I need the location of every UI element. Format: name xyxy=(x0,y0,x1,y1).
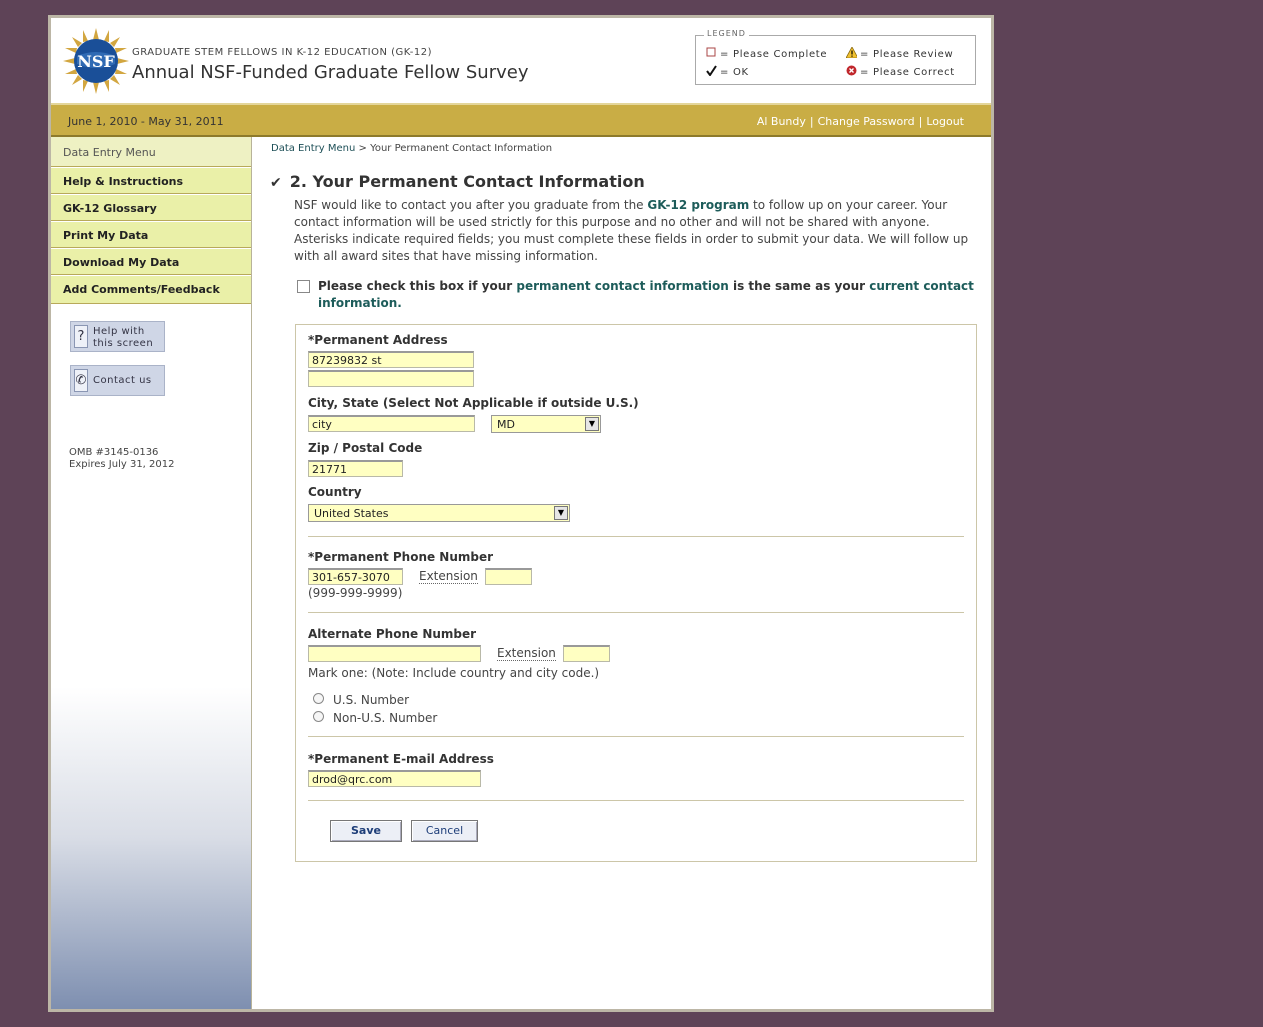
legend xyxy=(695,29,976,85)
non-us-number-radio[interactable] xyxy=(313,711,324,722)
legend-please-review-label: = Please Review xyxy=(860,49,954,60)
alternate-phone-input[interactable] xyxy=(308,645,481,662)
cancel-button[interactable]: Cancel xyxy=(411,820,478,842)
checkmark-icon xyxy=(706,65,717,76)
contact-us-button[interactable] xyxy=(70,365,165,396)
omb-expires: Expires July 31, 2012 xyxy=(69,459,175,470)
intro-text xyxy=(294,197,984,265)
section-heading-text: 2. Your Permanent Contact Information xyxy=(289,172,645,191)
alt-extension-label: Extension xyxy=(497,646,556,660)
legend-ok-label: = OK xyxy=(720,67,749,78)
sidebar-item-print-data[interactable]: Print My Data xyxy=(51,222,251,248)
site-subtitle: GRADUATE STEM FELLOWS IN K-12 EDUCATION (GK-12) xyxy=(132,47,433,58)
intro-before: NSF would like to contact you after you graduate from the xyxy=(294,198,644,212)
main-content xyxy=(252,137,991,1009)
change-password-link[interactable]: Change Password xyxy=(817,115,915,128)
section-heading xyxy=(270,172,645,191)
legend-title: LEGEND xyxy=(704,29,749,38)
city-input[interactable]: city xyxy=(308,415,475,432)
state-select[interactable] xyxy=(491,415,601,433)
save-button[interactable]: Save xyxy=(330,820,402,842)
address-line2-input[interactable] xyxy=(308,370,474,387)
sidebar-item-help-instructions[interactable]: Help & Instructions xyxy=(51,168,251,194)
divider xyxy=(308,536,964,537)
logo-text: NSF xyxy=(77,52,115,71)
sidebar-menu-title: Data Entry Menu xyxy=(51,137,251,167)
zip-label: Zip / Postal Code xyxy=(308,441,423,455)
email-input[interactable]: drod@qrc.com xyxy=(308,770,481,787)
alt-phone-extension-input[interactable] xyxy=(563,645,610,662)
chevron-down-icon[interactable]: ▼ xyxy=(554,506,568,520)
same-before: Please check this box if your xyxy=(318,279,513,293)
help-line-2: this screen xyxy=(93,338,154,349)
divider xyxy=(308,800,964,801)
alternate-phone-label: Alternate Phone Number xyxy=(308,627,477,641)
contact-form xyxy=(295,324,977,862)
mark-one-note: Mark one: (Note: Include country and city code.) xyxy=(308,666,600,680)
breadcrumb-data-entry-menu[interactable]: Data Entry Menu xyxy=(271,143,356,154)
checkmark-icon: ✔ xyxy=(270,175,282,191)
legend-please-complete-label: = Please Complete xyxy=(720,49,828,60)
permanent-phone-label: *Permanent Phone Number xyxy=(308,550,494,564)
us-number-radio[interactable] xyxy=(313,693,324,704)
sidebar-item-download-data[interactable]: Download My Data xyxy=(51,249,251,275)
omb-number: OMB #3145-0136 xyxy=(69,447,159,458)
current-contact-link[interactable]: current contact information. xyxy=(318,279,974,310)
zip-input[interactable]: 21771 xyxy=(308,460,403,477)
gk12-program-link[interactable]: GK-12 program xyxy=(647,198,750,212)
user-name-link[interactable]: Al Bundy xyxy=(756,115,806,128)
omb-info xyxy=(69,447,175,471)
help-line-1: Help with xyxy=(93,326,145,337)
country-label: Country xyxy=(308,485,362,499)
country-select[interactable] xyxy=(308,504,570,522)
divider xyxy=(308,612,964,613)
help-with-screen-label xyxy=(93,326,153,350)
phone-format-hint: (999-999-9999) xyxy=(308,586,403,600)
phone-input[interactable]: 301-657-3070 xyxy=(308,568,403,585)
warning-icon xyxy=(846,47,857,58)
info-bar xyxy=(51,103,991,137)
state-value: MD xyxy=(497,418,515,431)
phone-icon: ✆ xyxy=(74,369,88,392)
separator: | xyxy=(809,115,814,128)
permanent-address-label: *Permanent Address xyxy=(308,333,448,347)
page-title: Annual NSF-Funded Graduate Fellow Survey xyxy=(132,62,529,83)
header xyxy=(51,18,991,103)
page-frame xyxy=(48,15,994,1012)
chevron-down-icon[interactable]: ▼ xyxy=(585,417,599,431)
breadcrumb xyxy=(271,143,552,154)
same-as-current-label xyxy=(318,278,977,312)
sidebar-item-glossary[interactable]: GK-12 Glossary xyxy=(51,195,251,221)
breadcrumb-current: Your Permanent Contact Information xyxy=(370,143,553,154)
sidebar-item-add-comments[interactable]: Add Comments/Feedback xyxy=(51,276,251,304)
empty-box-icon xyxy=(706,47,717,58)
separator: | xyxy=(918,115,923,128)
legend-please-correct-label: = Please Correct xyxy=(860,67,955,78)
contact-us-label: Contact us xyxy=(93,375,152,386)
address-line1-input[interactable]: 87239832 st xyxy=(308,351,474,368)
city-state-label: City, State (Select Not Applicable if outside U.S.) xyxy=(308,396,639,410)
same-as-current-option xyxy=(297,278,977,312)
date-range: June 1, 2010 - May 31, 2011 xyxy=(68,115,224,128)
logout-link[interactable]: Logout xyxy=(926,115,964,128)
help-with-screen-button[interactable] xyxy=(70,321,165,352)
permanent-contact-link[interactable]: permanent contact information xyxy=(516,279,729,293)
sidebar xyxy=(51,137,252,1009)
phone-extension-input[interactable] xyxy=(485,568,532,585)
error-icon xyxy=(846,65,857,76)
divider xyxy=(308,736,964,737)
question-icon: ? xyxy=(74,325,88,348)
breadcrumb-separator: > xyxy=(358,143,367,154)
nsf-logo[interactable] xyxy=(63,28,129,94)
page xyxy=(51,18,991,1009)
us-number-label: U.S. Number xyxy=(333,693,410,707)
non-us-number-label: Non-U.S. Number xyxy=(333,711,438,725)
legend-please-correct xyxy=(846,65,955,78)
user-nav xyxy=(757,115,964,128)
legend-please-review xyxy=(846,47,953,60)
legend-ok xyxy=(706,65,749,78)
same-as-current-checkbox[interactable] xyxy=(297,280,310,293)
same-middle: is the same as your xyxy=(733,279,866,293)
intro-after: to follow up on your career. Your contact information will be used strictly for this purpose and no other and will not be shared with anyone. Asterisks indicate required fields; you must complete these fields in order to submit your data. We will follow up with all award sites that have missing information. xyxy=(294,198,969,263)
email-label: *Permanent E-mail Address xyxy=(308,752,494,766)
extension-label: Extension xyxy=(419,569,478,583)
legend-please-complete xyxy=(706,47,827,60)
country-value: United States xyxy=(314,507,389,520)
